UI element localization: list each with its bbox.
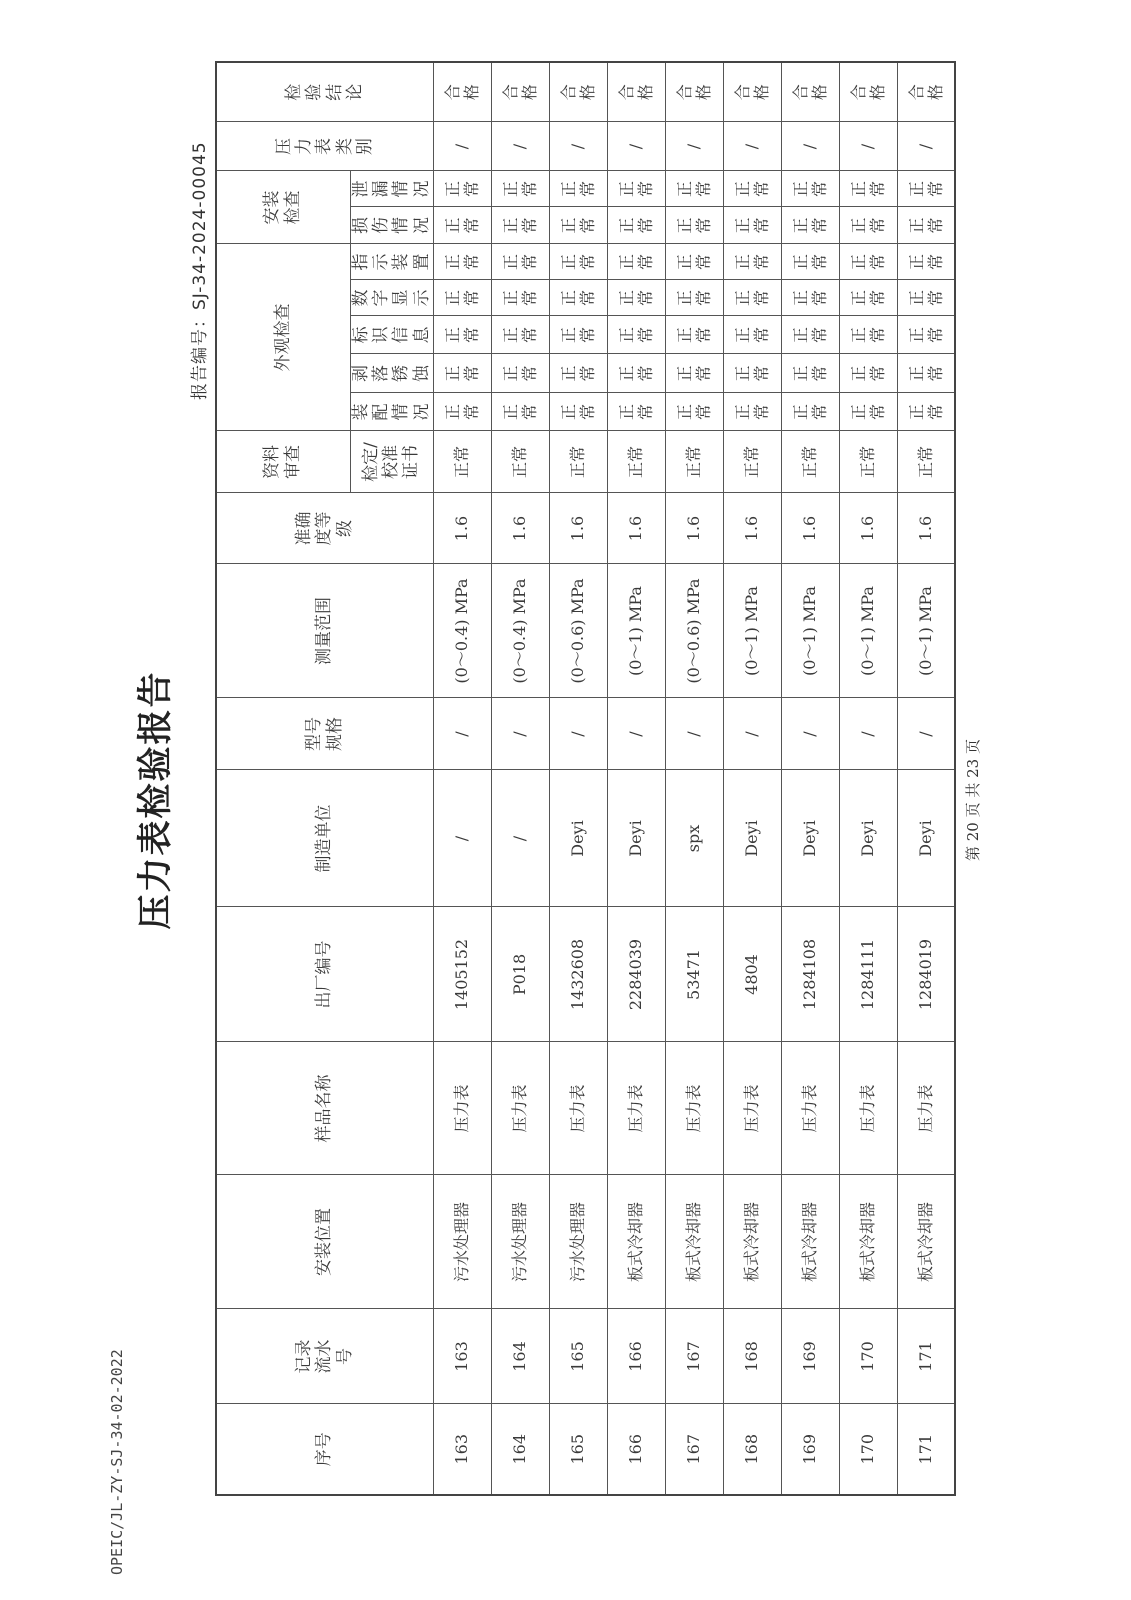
header-model: 型号规格 xyxy=(216,698,433,770)
cell-cert: 正常 xyxy=(433,431,491,493)
cell-seq: 163 xyxy=(433,1404,491,1495)
table-row xyxy=(665,62,723,1495)
cell-sample-name: 压力表 xyxy=(607,1042,665,1175)
cell-manufacturer: Deyi xyxy=(723,770,781,907)
cell-assembly: 正常 xyxy=(839,393,897,431)
cell-cert: 正常 xyxy=(723,431,781,493)
cell-cert: 正常 xyxy=(549,431,607,493)
table-row xyxy=(491,62,549,1495)
cell-factory-no: 1432608 xyxy=(549,907,607,1042)
cell-corrosion: 正常 xyxy=(491,354,549,393)
cell-factory-no: 1405152 xyxy=(433,907,491,1042)
cell-model: / xyxy=(665,698,723,770)
header-app-mark: 标识信息 xyxy=(350,316,433,354)
cell-accuracy: 1.6 xyxy=(839,493,897,564)
cell-digital: 正常 xyxy=(549,280,607,316)
cell-model: / xyxy=(897,698,955,770)
cell-factory-no: 4804 xyxy=(723,907,781,1042)
header-appearance: 外观检查 xyxy=(216,244,350,431)
cell-gauge-type: / xyxy=(491,122,549,171)
cell-seq: 167 xyxy=(665,1404,723,1495)
cell-conclusion: 合格 xyxy=(491,62,549,122)
header-doc-review: 资料审查 xyxy=(216,431,350,493)
cell-gauge-type: / xyxy=(665,122,723,171)
cell-record-no: 163 xyxy=(433,1309,491,1404)
cell-location: 板式冷却器 xyxy=(839,1175,897,1309)
cell-factory-no: 1284111 xyxy=(839,907,897,1042)
cell-mark: 正常 xyxy=(433,316,491,354)
cell-seq: 164 xyxy=(491,1404,549,1495)
cell-record-no: 165 xyxy=(549,1309,607,1404)
cell-sample-name: 压力表 xyxy=(897,1042,955,1175)
cell-mark: 正常 xyxy=(897,316,955,354)
cell-assembly: 正常 xyxy=(607,393,665,431)
cell-record-no: 168 xyxy=(723,1309,781,1404)
cell-record-no: 166 xyxy=(607,1309,665,1404)
cell-conclusion: 合格 xyxy=(549,62,607,122)
cell-cert: 正常 xyxy=(607,431,665,493)
cell-range: (0～0.4) MPa xyxy=(491,564,549,698)
cell-mark: 正常 xyxy=(665,316,723,354)
cell-damage: 正常 xyxy=(607,207,665,244)
cell-accuracy: 1.6 xyxy=(781,493,839,564)
cell-digital: 正常 xyxy=(781,280,839,316)
cell-sample-name: 压力表 xyxy=(549,1042,607,1175)
cell-corrosion: 正常 xyxy=(665,354,723,393)
cell-factory-no: 1284019 xyxy=(897,907,955,1042)
header-ins-leak: 泄漏情况 xyxy=(350,171,433,207)
cell-pointer: 正常 xyxy=(723,244,781,280)
table-row xyxy=(897,62,955,1495)
cell-record-no: 164 xyxy=(491,1309,549,1404)
cell-model: / xyxy=(433,698,491,770)
cell-pointer: 正常 xyxy=(665,244,723,280)
cell-assembly: 正常 xyxy=(723,393,781,431)
cell-accuracy: 1.6 xyxy=(897,493,955,564)
cell-factory-no: 53471 xyxy=(665,907,723,1042)
cell-pointer: 正常 xyxy=(549,244,607,280)
cell-damage: 正常 xyxy=(549,207,607,244)
header-record-no: 记录流水号 xyxy=(216,1309,433,1404)
cell-manufacturer: Deyi xyxy=(781,770,839,907)
cell-leak: 正常 xyxy=(781,171,839,207)
cell-seq: 171 xyxy=(897,1404,955,1495)
cell-assembly: 正常 xyxy=(549,393,607,431)
cell-assembly: 正常 xyxy=(897,393,955,431)
cell-factory-no: 1284108 xyxy=(781,907,839,1042)
cell-model: / xyxy=(723,698,781,770)
cell-damage: 正常 xyxy=(897,207,955,244)
cell-conclusion: 合格 xyxy=(607,62,665,122)
header-manufacturer: 制造单位 xyxy=(216,770,433,907)
cell-corrosion: 正常 xyxy=(433,354,491,393)
table-row xyxy=(839,62,897,1495)
cell-digital: 正常 xyxy=(491,280,549,316)
cell-cert: 正常 xyxy=(665,431,723,493)
cell-pointer: 正常 xyxy=(607,244,665,280)
cell-sample-name: 压力表 xyxy=(781,1042,839,1175)
cell-conclusion: 合格 xyxy=(781,62,839,122)
report-number: 报告编号：SJ-34-2024-00045 xyxy=(190,141,210,400)
cell-mark: 正常 xyxy=(839,316,897,354)
cell-manufacturer: / xyxy=(491,770,549,907)
cell-damage: 正常 xyxy=(665,207,723,244)
cell-conclusion: 合格 xyxy=(433,62,491,122)
cell-record-no: 167 xyxy=(665,1309,723,1404)
cell-accuracy: 1.6 xyxy=(433,493,491,564)
cell-factory-no: 2284039 xyxy=(607,907,665,1042)
cell-mark: 正常 xyxy=(607,316,665,354)
cell-factory-no: P018 xyxy=(491,907,549,1042)
cell-location: 污水处理器 xyxy=(491,1175,549,1309)
header-gauge-type: 压力表类别 xyxy=(216,122,433,171)
page-title: 压力表检验报告 xyxy=(136,670,176,930)
cell-accuracy: 1.6 xyxy=(607,493,665,564)
cell-location: 板式冷却器 xyxy=(607,1175,665,1309)
cell-digital: 正常 xyxy=(607,280,665,316)
header-app-digital: 数字显示 xyxy=(350,280,433,316)
cell-sample-name: 压力表 xyxy=(839,1042,897,1175)
cell-range: (0～1) MPa xyxy=(723,564,781,698)
cell-pointer: 正常 xyxy=(433,244,491,280)
cell-damage: 正常 xyxy=(491,207,549,244)
cell-damage: 正常 xyxy=(781,207,839,244)
cell-pointer: 正常 xyxy=(839,244,897,280)
cell-damage: 正常 xyxy=(433,207,491,244)
cell-manufacturer: / xyxy=(433,770,491,907)
cell-conclusion: 合格 xyxy=(897,62,955,122)
cell-cert: 正常 xyxy=(839,431,897,493)
header-install-check: 安装检查 xyxy=(216,171,350,244)
cell-gauge-type: / xyxy=(723,122,781,171)
cell-gauge-type: / xyxy=(607,122,665,171)
cell-digital: 正常 xyxy=(839,280,897,316)
header-location: 安装位置 xyxy=(216,1175,433,1309)
header-factory-no: 出厂编号 xyxy=(216,907,433,1042)
cell-leak: 正常 xyxy=(607,171,665,207)
cell-leak: 正常 xyxy=(897,171,955,207)
cell-digital: 正常 xyxy=(665,280,723,316)
cell-corrosion: 正常 xyxy=(839,354,897,393)
cell-model: / xyxy=(491,698,549,770)
cell-manufacturer: Deyi xyxy=(897,770,955,907)
cell-accuracy: 1.6 xyxy=(491,493,549,564)
cell-corrosion: 正常 xyxy=(607,354,665,393)
cell-assembly: 正常 xyxy=(781,393,839,431)
cell-model: / xyxy=(839,698,897,770)
cell-manufacturer: Deyi xyxy=(607,770,665,907)
cell-model: / xyxy=(781,698,839,770)
cell-location: 板式冷却器 xyxy=(723,1175,781,1309)
cell-conclusion: 合格 xyxy=(839,62,897,122)
cell-model: / xyxy=(549,698,607,770)
cell-gauge-type: / xyxy=(781,122,839,171)
cell-mark: 正常 xyxy=(549,316,607,354)
cell-location: 板式冷却器 xyxy=(665,1175,723,1309)
cell-leak: 正常 xyxy=(839,171,897,207)
header-ins-damage: 损伤情况 xyxy=(350,207,433,244)
cell-range: (0～1) MPa xyxy=(781,564,839,698)
cell-sample-name: 压力表 xyxy=(491,1042,549,1175)
cell-digital: 正常 xyxy=(433,280,491,316)
cell-range: (0～1) MPa xyxy=(607,564,665,698)
cell-range: (0～1) MPa xyxy=(839,564,897,698)
cell-record-no: 169 xyxy=(781,1309,839,1404)
cell-mark: 正常 xyxy=(781,316,839,354)
cell-assembly: 正常 xyxy=(665,393,723,431)
form-code: OPEIC/JL-ZY-SJ-34-02-2022 xyxy=(108,1349,126,1575)
cell-gauge-type: / xyxy=(839,122,897,171)
cell-manufacturer: spx xyxy=(665,770,723,907)
cell-record-no: 171 xyxy=(897,1309,955,1404)
header-app-assembly: 装配情况 xyxy=(350,393,433,431)
cell-seq: 169 xyxy=(781,1404,839,1495)
cell-record-no: 170 xyxy=(839,1309,897,1404)
cell-seq: 168 xyxy=(723,1404,781,1495)
cell-digital: 正常 xyxy=(897,280,955,316)
header-sample-name: 样品名称 xyxy=(216,1042,433,1175)
inspection-table xyxy=(215,61,956,1496)
cell-sample-name: 压力表 xyxy=(723,1042,781,1175)
cell-seq: 170 xyxy=(839,1404,897,1495)
cell-corrosion: 正常 xyxy=(549,354,607,393)
cell-conclusion: 合格 xyxy=(665,62,723,122)
header-range: 测量范围 xyxy=(216,564,433,698)
cell-range: (0～0.6) MPa xyxy=(665,564,723,698)
cell-conclusion: 合格 xyxy=(723,62,781,122)
cell-manufacturer: Deyi xyxy=(839,770,897,907)
cell-accuracy: 1.6 xyxy=(665,493,723,564)
cell-leak: 正常 xyxy=(665,171,723,207)
cell-leak: 正常 xyxy=(491,171,549,207)
cell-seq: 166 xyxy=(607,1404,665,1495)
cell-cert: 正常 xyxy=(897,431,955,493)
cell-location: 板式冷却器 xyxy=(781,1175,839,1309)
cell-mark: 正常 xyxy=(723,316,781,354)
cell-corrosion: 正常 xyxy=(781,354,839,393)
cell-digital: 正常 xyxy=(723,280,781,316)
cell-cert: 正常 xyxy=(491,431,549,493)
cell-range: (0～0.6) MPa xyxy=(549,564,607,698)
page-footer: 第 20 页 共 23 页 xyxy=(964,739,982,862)
cell-manufacturer: Deyi xyxy=(549,770,607,907)
cell-leak: 正常 xyxy=(433,171,491,207)
cell-pointer: 正常 xyxy=(897,244,955,280)
cell-location: 污水处理器 xyxy=(549,1175,607,1309)
table-row xyxy=(549,62,607,1495)
header-seq: 序号 xyxy=(216,1404,433,1495)
cell-range: (0～0.4) MPa xyxy=(433,564,491,698)
cell-damage: 正常 xyxy=(839,207,897,244)
header-accuracy: 准确度等级 xyxy=(216,493,433,564)
header-app-corrosion: 剥落锈蚀 xyxy=(350,354,433,393)
cell-gauge-type: / xyxy=(897,122,955,171)
table-row xyxy=(607,62,665,1495)
table-row xyxy=(781,62,839,1495)
cell-sample-name: 压力表 xyxy=(433,1042,491,1175)
cell-location: 污水处理器 xyxy=(433,1175,491,1309)
cell-corrosion: 正常 xyxy=(897,354,955,393)
cell-accuracy: 1.6 xyxy=(549,493,607,564)
cell-sample-name: 压力表 xyxy=(665,1042,723,1175)
header-cert: 检定/校准证书 xyxy=(350,431,433,493)
cell-seq: 165 xyxy=(549,1404,607,1495)
cell-gauge-type: / xyxy=(433,122,491,171)
cell-corrosion: 正常 xyxy=(723,354,781,393)
cell-leak: 正常 xyxy=(549,171,607,207)
cell-mark: 正常 xyxy=(491,316,549,354)
cell-damage: 正常 xyxy=(723,207,781,244)
header-app-pointer: 指示装置 xyxy=(350,244,433,280)
cell-pointer: 正常 xyxy=(781,244,839,280)
cell-pointer: 正常 xyxy=(491,244,549,280)
cell-model: / xyxy=(607,698,665,770)
cell-gauge-type: / xyxy=(549,122,607,171)
cell-range: (0～1) MPa xyxy=(897,564,955,698)
header-conclusion: 检验结论 xyxy=(216,62,433,122)
cell-leak: 正常 xyxy=(723,171,781,207)
table-row xyxy=(433,62,491,1495)
cell-accuracy: 1.6 xyxy=(723,493,781,564)
cell-assembly: 正常 xyxy=(433,393,491,431)
cell-cert: 正常 xyxy=(781,431,839,493)
table-row xyxy=(723,62,781,1495)
cell-location: 板式冷却器 xyxy=(897,1175,955,1309)
cell-assembly: 正常 xyxy=(491,393,549,431)
